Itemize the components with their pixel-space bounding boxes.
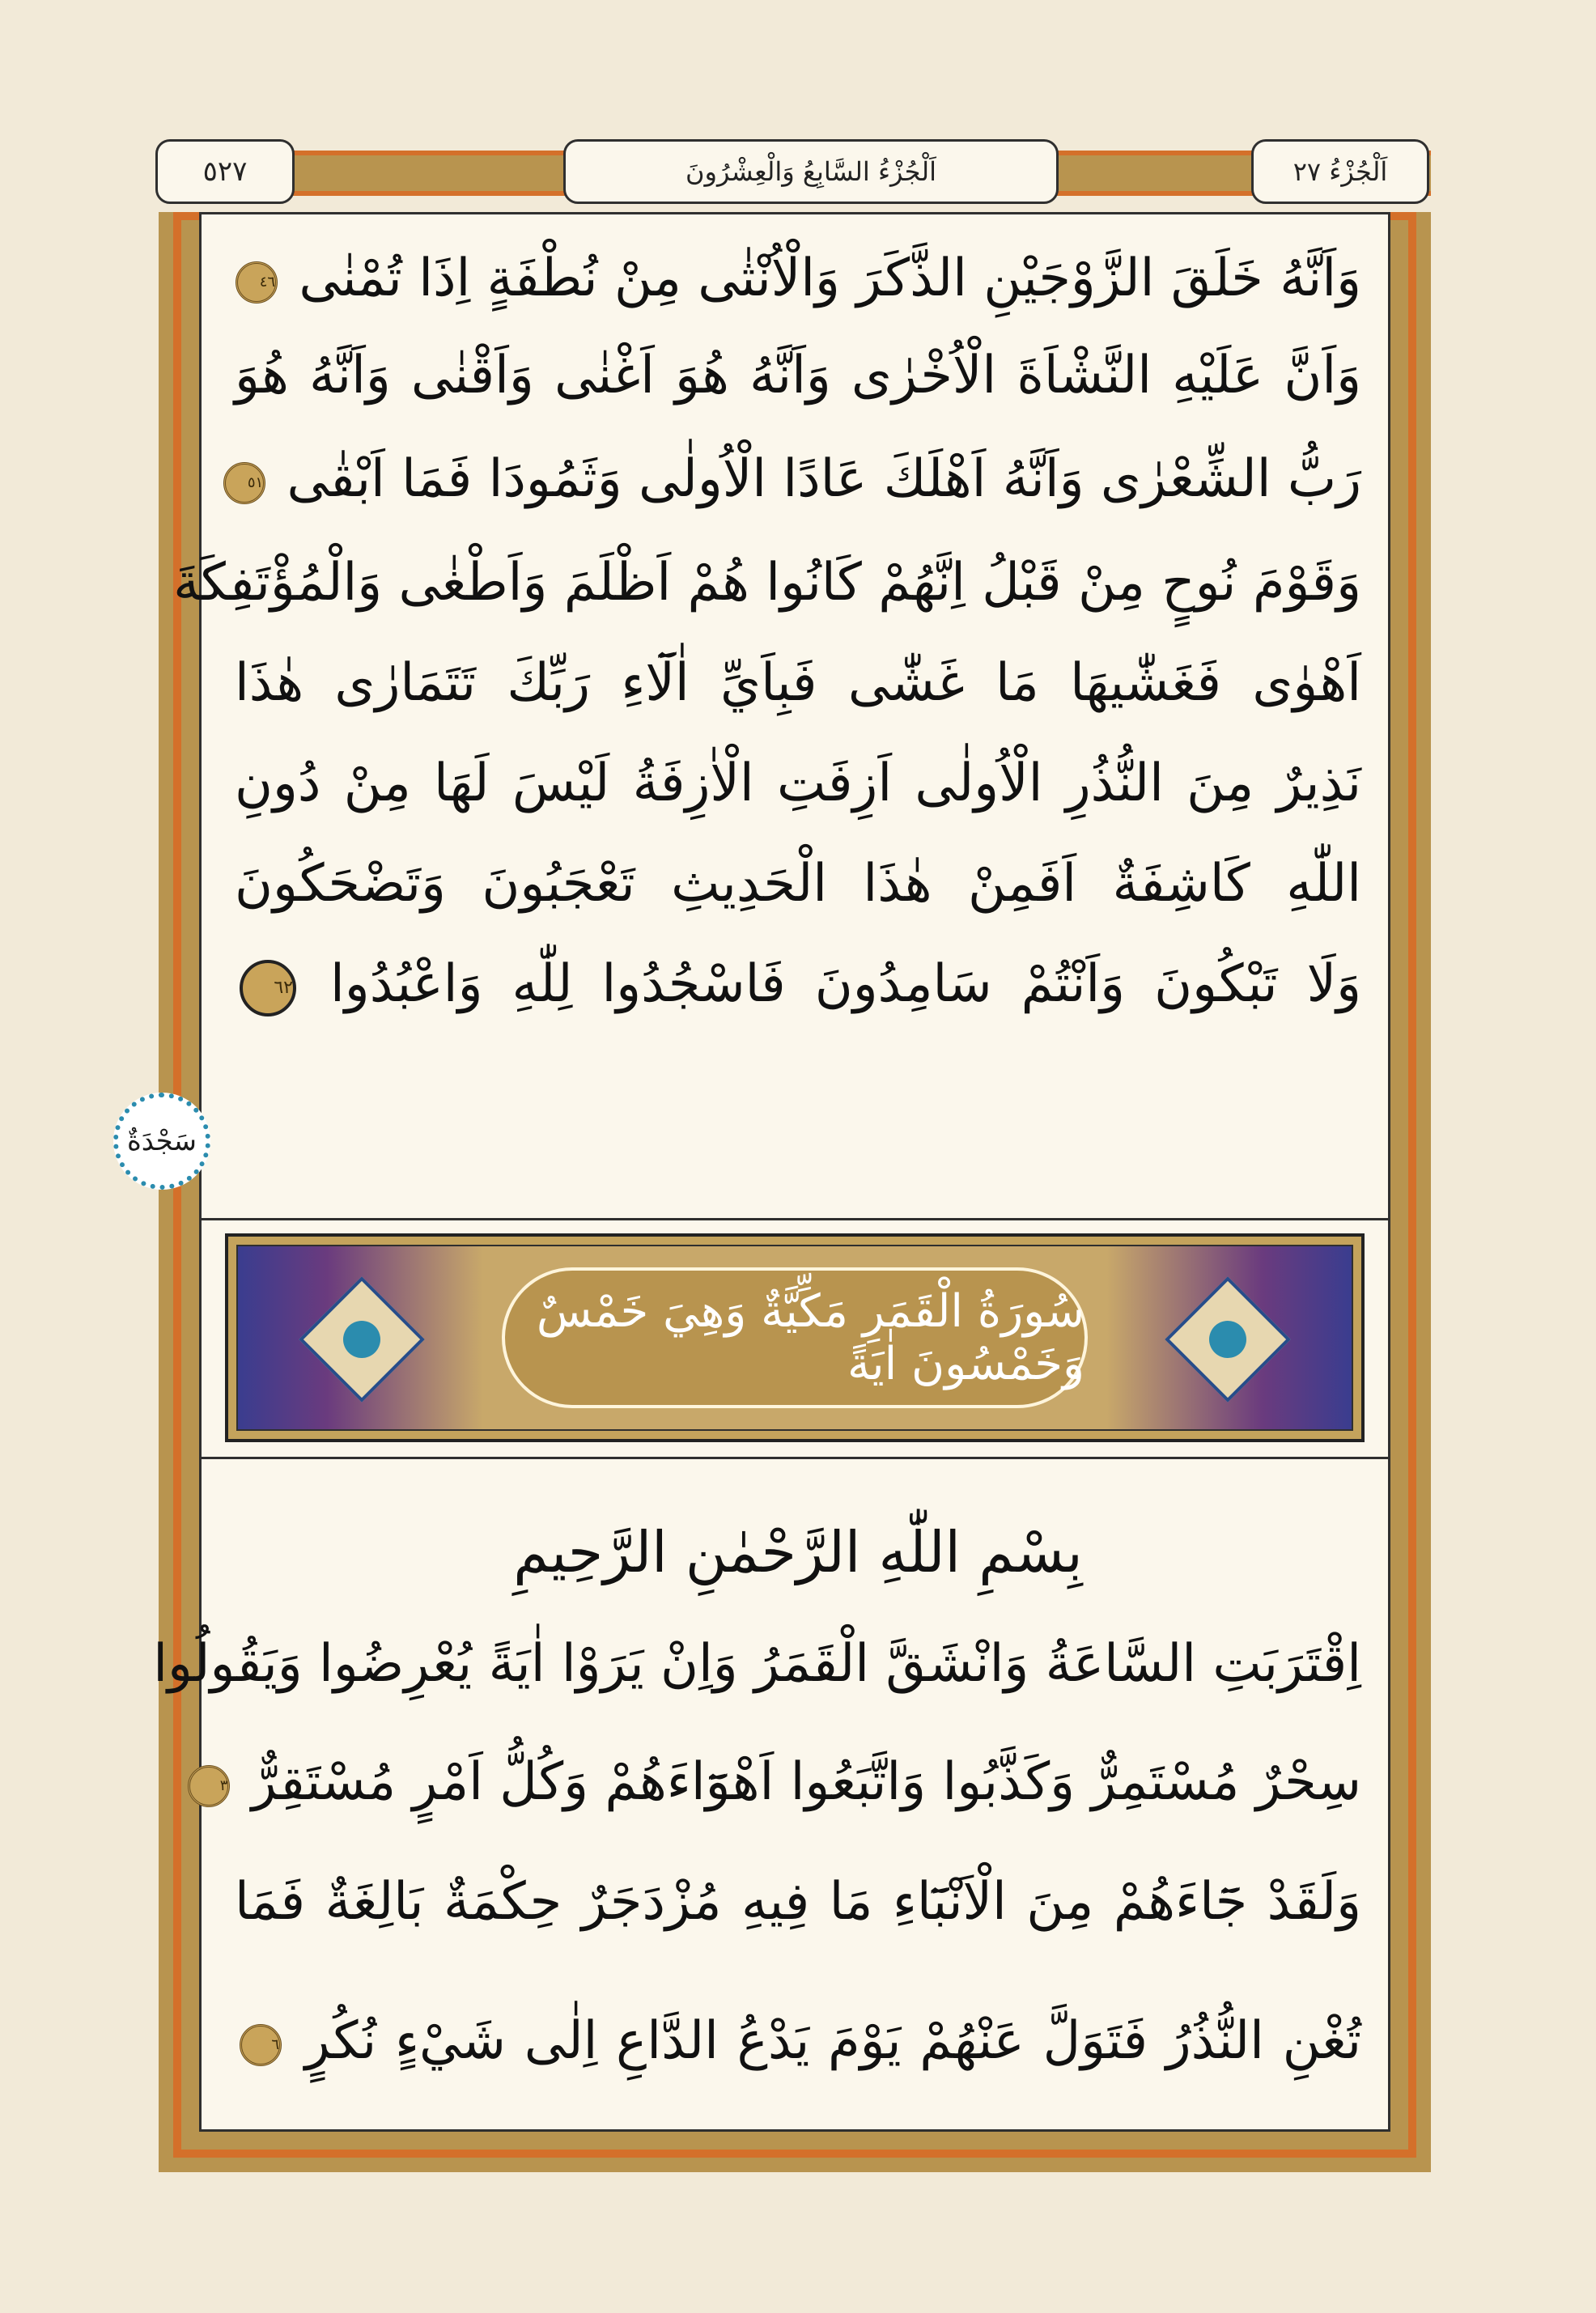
line-text: رَبُّ الشِّعْرٰى وَاَنَّهُ اَهْلَكَ عَادًا الْاُولٰى وَثَمُودَا فَمَا اَبْقٰى bbox=[287, 449, 1361, 509]
line-text: اِقْتَرَبَتِ السَّاعَةُ وَانْشَقَّ الْقَمَرُ وَاِنْ يَرَوْا اٰيَةً يُعْرِضُوا وَيَقُولُوا bbox=[153, 1634, 1361, 1694]
ayah-marker: ٦ bbox=[240, 2024, 282, 2066]
basmala bbox=[235, 1504, 1361, 1601]
divider-bottom bbox=[199, 1457, 1390, 1459]
divider-top bbox=[199, 1218, 1390, 1220]
sajda-marker bbox=[113, 1093, 210, 1190]
quran-line-2 bbox=[235, 327, 1361, 424]
quran-line-7 bbox=[235, 835, 1361, 932]
line-text: نَذِيرٌ مِنَ النُّذُرِ الْاُولٰى اَزِفَتِ الْاٰزِفَةُ لَيْسَ لَهَا مِنْ دُونِ bbox=[235, 753, 1361, 813]
quran-line-3 bbox=[235, 431, 1361, 528]
quran-line-9 bbox=[153, 1615, 1361, 1712]
line-text: وَلَقَدْ جَٓاءَهُمْ مِنَ الْاَنْبَٓاءِ مَا فِيهِ مُزْدَجَرٌ حِكْمَةٌ بَالِغَةٌ فَمَا bbox=[235, 1872, 1361, 1932]
line-text: سِحْرٌ مُسْتَمِرٌّ وَكَذَّبُوا وَاتَّبَعُوا اَهْوَٓاءَهُمْ وَكُلُّ اَمْرٍ مُسْتَقِرٌّ bbox=[251, 1752, 1361, 1812]
quran-line-8 bbox=[235, 936, 1361, 1033]
juz-label: اَلْجُزْءُ ٢٧ bbox=[1251, 139, 1429, 204]
line-text: تُغْنِ النُّذُرُ فَتَوَلَّ عَنْهُمْ يَوْمَ يَدْعُ الدَّاعِ اِلٰى شَيْءٍ نُكُرٍ bbox=[304, 2011, 1361, 2071]
surah-title-cartouche bbox=[502, 1267, 1088, 1408]
ayah-marker: ٥١ bbox=[223, 462, 265, 504]
page-number: ٥٢٧ bbox=[155, 139, 295, 204]
quran-line-5 bbox=[235, 634, 1361, 732]
juz-title: اَلْجُزْءُ السَّابِعُ وَالْعِشْرُونَ bbox=[563, 139, 1059, 204]
line-text: وَقَوْمَ نُوحٍ مِنْ قَبْلُ اِنَّهُمْ كَانُوا هُمْ اَظْلَمَ وَاَطْغٰى وَالْمُؤْتَفِكَةَ bbox=[173, 553, 1361, 613]
quran-line-6 bbox=[235, 735, 1361, 832]
sajda-label: سَجْدَةٌ bbox=[126, 1125, 197, 1157]
surah-title: سُورَةُ الْقَمَرِ مَكِّيَّةٌ وَهِيَ خَمْسٌ وَخَمْسُونَ اٰيَةً bbox=[536, 1285, 1085, 1390]
line-text: وَلَا تَبْكُونَ وَاَنْتُمْ سَامِدُونَ فَاسْجُدُوا لِلّٰهِ وَاعْبُدُوا bbox=[330, 954, 1362, 1014]
quran-line-1 bbox=[235, 230, 1361, 327]
line-text: وَاَنَّهُ خَلَقَ الزَّوْجَيْنِ الذَّكَرَ وَالْاُنْثٰى مِنْ نُطْفَةٍ اِذَا تُمْنٰى bbox=[299, 248, 1361, 308]
ayah-marker-62: ٦٢ bbox=[240, 960, 296, 1016]
basmala-text: بِسْمِ اللّٰهِ الرَّحْمٰنِ الرَّحِيمِ bbox=[513, 1519, 1083, 1585]
quran-line-4 bbox=[173, 534, 1361, 631]
quran-line-12 bbox=[235, 1993, 1361, 2090]
quran-line-10 bbox=[219, 1734, 1361, 1831]
ayah-marker: ٤٦ bbox=[236, 261, 278, 303]
line-text: اَهْوٰى فَغَشّٰيهَا مَا غَشّٰى فَبِاَيِّ اٰلَٓاءِ رَبِّكَ تَتَمَارٰى هٰذَا bbox=[235, 653, 1361, 713]
ayah-marker: ٣ bbox=[188, 1765, 230, 1807]
line-text: اللّٰهِ كَاشِفَةٌ اَفَمِنْ هٰذَا الْحَدِيثِ تَعْجَبُونَ وَتَضْحَكُونَ bbox=[235, 854, 1361, 914]
quran-line-11 bbox=[235, 1853, 1361, 1950]
line-text: وَاَنَّ عَلَيْهِ النَّشْاَةَ الْاُخْرٰى وَاَنَّهُ هُوَ اَغْنٰى وَاَقْنٰى وَاَنَّهُ هُوَ bbox=[235, 346, 1362, 405]
